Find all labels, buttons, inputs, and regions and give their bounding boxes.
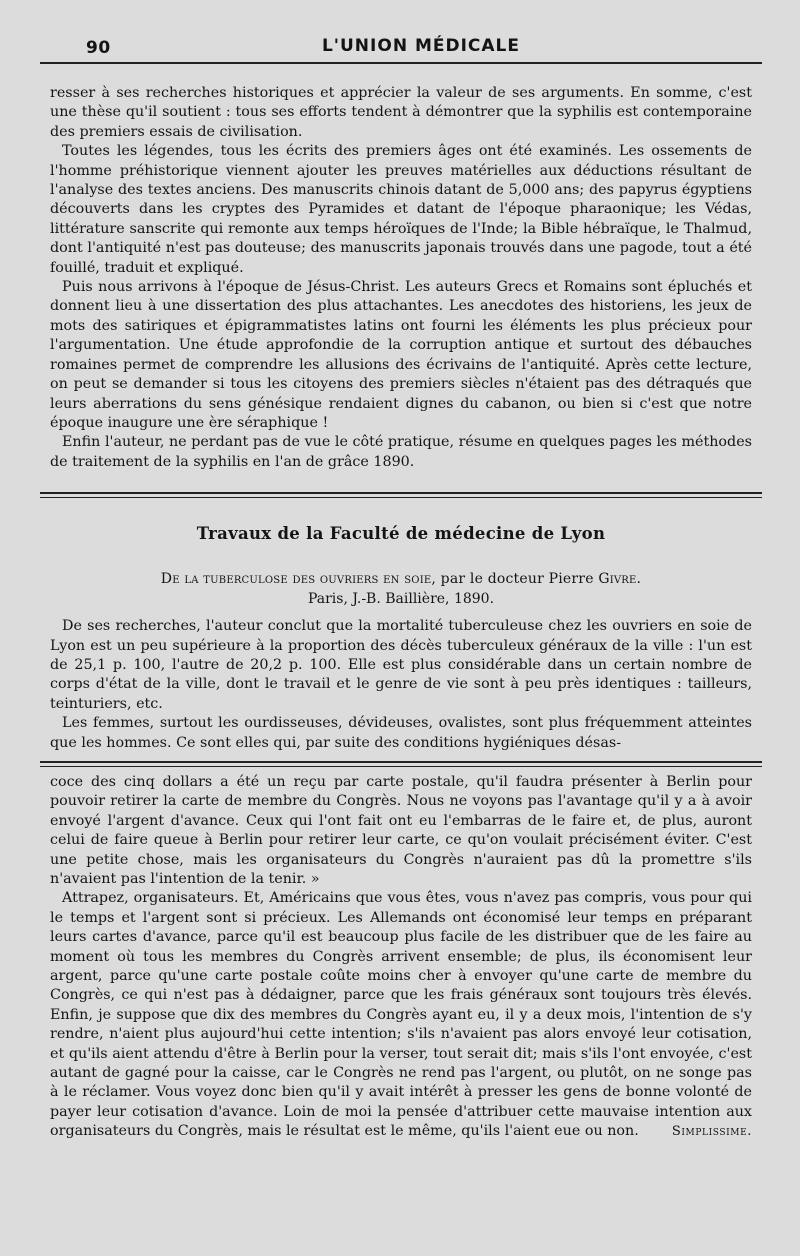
book-title: De la tuberculose des ouvriers en soie, — [160, 571, 437, 588]
signature: Simplissime. — [671, 1124, 752, 1140]
header-rule — [40, 62, 762, 64]
paragraph-text: Attrapez, organisateurs. Et, Américains que vous êtes, vous n'avez pas compris, vous pour qui le temps et l'argent sont si précieux. Les Allemands ont économisé leur temps en préparant leurs cartes d'avance, parce qu'il est beaucoup plus facile de les distribuer que de les faire au moment où tous les membres du Congrès arrivent ensemble; de plus, ils économisent leur argent, parce qu'une carte postale coûte moins cher à envoyer qu'une carte de membre du Congrès, ce qui n'est pas à dédaigner, parce que les frais généraux sont toujours très élevés. Enfin, je suppose que dix des membres du Congrès ayant eu, il y a deux mois, l'intention de s'y rendre, n'aient plus aujourd'hui cette intention; s'ils n'avaient pas alors envoyé leur cotisation, et qu'ils aient attendu d'être à Berlin pour la verser, tout serait dit; mais s'ils l'ont envoyée, c'est autant de gagné pour la caisse, car le Congrès ne rend pas l'argent, ou plutôt, on ne songe pas à le réclamer. Vous voyez donc bien qu'il y avait intérêt à presser les gens de bonne volonté de payer leur cotisation d'avance. Loin de moi la pensée d'attribuer cette mauvaise intention aux organisateurs du Congrès, mais le résultat est le même, qu'ils l'aient eue ou non. — [50, 890, 752, 1140]
paragraph: Puis nous arrivons à l'époque de Jésus-Christ. Les auteurs Grecs et Romains sont épluchés et donnent lieu à une dissertation des plus attachantes. Les anecdotes des historiens, les jeux de mots des satiriques et épigrammatistes latins ont fourni les éléments les plus précieux pour l'argumentation. Une étude approfondie de la corruption antique et surtout des débauches romaines permet de comprendre les allusions des écrivains de l'antiquité. Après cette lecture, on peut se demander si tous les citoyens des premiers siècles n'étaient pas des détraqués que leurs aberrations du sens génésique rendaient dignes du cabanon, ou bien si c'est que notre époque inaugure une ère séraphique ! — [50, 279, 752, 431]
paragraph: resser à ses recherches historiques et apprécier la valeur de ses arguments. En somme, c'est une thèse qu'il soutient : tous ses efforts tendent à démontrer que la syphilis est contemporaine des premiers essais de civilisation. — [50, 85, 752, 140]
tuberculosis-review — [50, 617, 752, 753]
paragraph: Les femmes, surtout les ourdisseuses, dévideuses, ovalistes, sont plus fréquemment atteintes que les hommes. Ce sont elles qui, par suite des conditions hygiéniques désas- — [50, 715, 752, 751]
feuilleton-divider — [40, 761, 762, 767]
journal-title: L'UNION MÉDICALE — [321, 36, 521, 56]
paragraph — [50, 889, 752, 1141]
paragraph: coce des cinq dollars a été un reçu par carte postale, qu'il faudra présenter à Berlin pour pouvoir retirer la carte de membre du Congrès. Nous ne voyons pas l'avantage qu'il y a à avoir envoyé l'argent d'avance. Ceux qui l'ont fait ont eu l'embarras de le faire et, de plus, auront celui de faire queue à Berlin pour retirer leur carte, ce qu'on voulait précisément éviter. C'est une petite chose, mais les organisateurs du Congrès n'auraient pas dû la promettre s'ils n'avaient pas l'intention de la tenir. » — [50, 773, 752, 887]
book-title-by: par le docteur Pierre — [436, 571, 599, 588]
paragraph: Toutes les légendes, tous les écrits des premiers âges ont été examinés. Les ossements de l'homme préhistorique viennent ajouter les preuves matérielles aux déductions résultant de l'analyse des textes anciens. Des manuscrits chinois datant de 5,000 ans; des papyrus égyptiens découverts dans les cryptes des Pyramides et datant de l'époque pharaonique; les Védas, littérature sanscrite qui remonte aux temps héroïques de l'Inde; la Bible hébraïque, le Thalmud, dont l'antiquité n'est pas douteuse; des manuscrits japonais trouvés dans une pagode, tout a été fouillé, traduit et expliqué. — [50, 143, 752, 276]
section-heading: Travaux de la Faculté de médecine de Lyon — [196, 524, 606, 544]
reviewed-book-title — [50, 569, 752, 589]
book-review-continued — [50, 62, 752, 472]
page-number: 90 — [86, 38, 111, 58]
paragraph: De ses recherches, l'auteur conclut que la mortalité tuberculeuse chez les ouvriers en soie de Lyon est un peu supérieure à la proportion des décès tuberculeux généraux de la ville : l'un est de 25,1 p. 100, l'autre de 20,2 p. 100. Elle est plus considérable dans un certain nombre de corps d'état de la ville, dont le travail et le genre de vie sont à peu près identiques : tailleurs, teinturiers, etc. — [50, 618, 752, 712]
feuilleton-text — [50, 773, 752, 1142]
paragraph: Enfin l'auteur, ne perdant pas de vue le côté pratique, résume en quelques pages les méthodes de traitement de la syphilis en l'an de grâce 1890. — [50, 434, 752, 470]
book-author: Givre. — [598, 571, 642, 588]
section-divider — [40, 492, 762, 498]
running-head — [50, 0, 752, 62]
book-publisher: Paris, J.-B. Baillière, 1890. — [307, 591, 495, 608]
